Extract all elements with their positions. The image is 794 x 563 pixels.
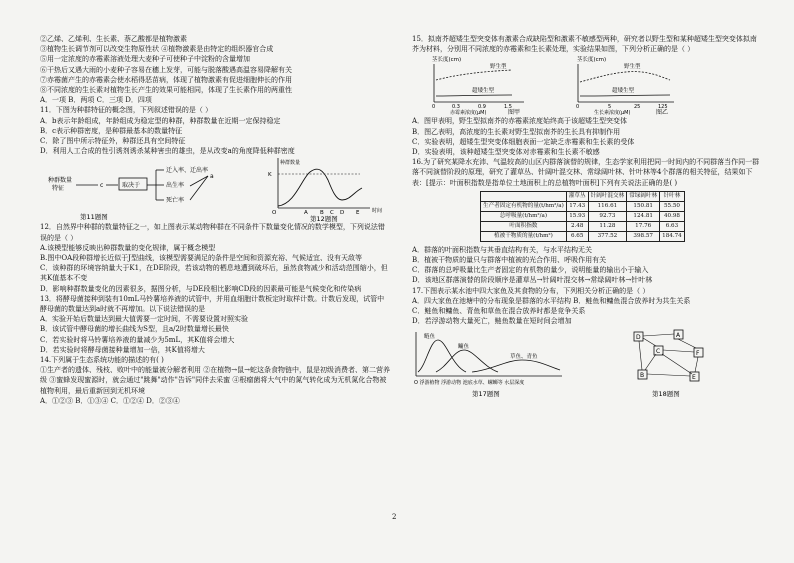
fig15b-tick: 25: [634, 104, 641, 111]
table-header-cell: 灌草丛: [566, 191, 588, 201]
fig18-node: B: [640, 372, 645, 380]
q17-option: C．鲢鱼和鳙鱼、青鱼和草鱼在混合放养时都是竞争关系: [412, 307, 586, 316]
q16-option: A．群落的叶面积指数与其垂直结构有关，与水平结构无关: [412, 245, 593, 254]
q17-option: D．若浮游动物大量死亡，鲢鱼数量在短时间会增加: [412, 317, 572, 326]
fig11-bot: 死亡率: [166, 197, 185, 205]
q16-stem: 16.为了研究某降水充沛、气温较高的山区内群落演替的规律，生态学家利用把同一时间内的不同群落当作同一群落不同演替阶段的原理，研究了灌草丛、针阔叶混交林、常绿阔叶林、针叶林等4个群落的相关特征，结果如下表：[提示：叶面积指数是指单位土地面积上的总植物叶面积]下列有关说法正确的是( ): [412, 158, 760, 187]
q10-options: A．一项 B．两项 C．三项 D．四项: [40, 96, 152, 105]
fig11-caption: 第11题图: [80, 213, 108, 222]
table-header-row: [481, 191, 685, 201]
fig15a-xlabel: 赤霉素浓度(μM): [450, 110, 487, 117]
fig12-xlabel: 时间: [372, 208, 383, 215]
fig18-node: E: [692, 374, 696, 382]
fig12-tick: B: [320, 210, 324, 217]
table-header-cell: 常绿阔叶林: [627, 191, 660, 201]
figure-17-18: [412, 326, 762, 400]
table-cell: 植被干物质的量(t/hm²): [481, 231, 567, 241]
fig15a-tick: 0.3: [452, 104, 460, 111]
table-cell: 55.50: [660, 201, 685, 211]
fig17-fish2: 鳙鱼: [458, 344, 470, 351]
figure-row: [40, 156, 390, 222]
fig15b-tick: 125: [658, 104, 668, 111]
fig11-left-label: 种群数量: [48, 177, 73, 185]
q17-stem: 17.下图表示某水池中四大家鱼及其食物的分布，下列相关分析正确的是（ ）: [412, 286, 650, 295]
q11-option: B．c表示种群密度，是种群最基本的数量特征: [40, 126, 183, 135]
q15-option: B．图乙表明，高浓度的生长素对野生型拟南芥的生长具有抑制作用: [412, 127, 621, 136]
q13-stem: 13．将酵母菌接种到装有10mL马铃薯培养液的试管中，并用血细胞计数板定时取样计数。计数后发现，试管中酵母菌的数量达到a时就不再增加。以下说法错误的是: [40, 294, 385, 314]
table-16-wrap: [412, 188, 762, 245]
table-cell: 总呼吸量(t/hm²/a): [481, 211, 567, 221]
q10-item: ⑤用一定浓度的赤霉素溶液处理大麦种子可使种子中淀粉的含量增加: [40, 55, 250, 64]
q13-option: A．实验开始后数量达到最大值需要一定时间，不需要设置对照实验: [40, 315, 249, 324]
table-cell: 92.73: [588, 211, 627, 221]
q15-option: C．实验表明，超矮生型突变体细胞表面一定缺乏赤霉素和生长素的受体: [412, 137, 635, 146]
q13-option: B．该试管中酵母菌的增长曲线为S型，且a/2时数量增长最快: [40, 325, 229, 334]
q16-option: C．群落的总呼吸量比生产者固定的有机物的量少，说明能量的输出小于输入: [412, 266, 649, 275]
fig11-node-c: c: [100, 182, 104, 190]
fig15b-xlabel: 生长素浓度(μM): [594, 110, 631, 117]
q17-option: A．四大家鱼在池塘中的分布现象是群落的水平结构 B．鲢鱼和鳙鱼混合放养时为共生关系: [412, 296, 691, 305]
table-row: [481, 221, 685, 231]
table-cell: 6.63: [660, 221, 685, 231]
figure-12-graph: [268, 158, 382, 222]
table-cell: 124.81: [627, 211, 660, 221]
q14-options: A．①②③ B．①③④ C．①②④ D．②③④: [40, 396, 180, 405]
left-column: [40, 34, 390, 406]
fig15a-mut: 超矮生型: [472, 88, 495, 95]
table-header-cell: 针阔叶混交林: [588, 191, 627, 201]
table-row: [481, 231, 685, 241]
q16-option: D．该地区群落演替的阶段顺序是灌草丛→针阔叶混交林→常绿阔叶林→针叶林: [412, 276, 653, 285]
fig18-node: C: [656, 348, 661, 356]
figure-15-row: [412, 54, 762, 116]
fig12-tick: O: [272, 210, 277, 217]
fig15b-caption: 图乙: [656, 109, 669, 117]
fig12-tick: D: [340, 210, 345, 217]
table-cell: 2.48: [566, 221, 588, 231]
table-cell: 叶面积指数: [481, 221, 567, 231]
fig15a-tick: 1.5: [504, 104, 512, 111]
fig12-tick: A: [304, 210, 308, 217]
fig15b-tick: 5: [608, 104, 612, 111]
fig12-curve: [278, 170, 362, 207]
table-header-cell: [481, 191, 567, 201]
q11-option: A．b表示年龄组成，年龄组成为稳定型的种群，种群数量在近期一定保持稳定: [40, 116, 281, 125]
fig15b-mut: 超矮生型: [612, 88, 635, 95]
fig15a-ylabel: 茎长度(cm): [432, 57, 462, 64]
fig12-k-label: K: [268, 172, 272, 179]
fig15-graph-b: [576, 55, 674, 116]
table-cell: 15.93: [566, 211, 588, 221]
fig17-caption: 第17题图: [472, 390, 500, 399]
fig17-fish3: 草鱼、青鱼: [510, 354, 538, 361]
q10-item: ②乙烯、乙烯利、生长素、萘乙酸都是植物激素: [40, 35, 187, 43]
fig17-axis: O 浮游植物 浮游动物 池底水草、螺蛳等 水层深度: [414, 380, 525, 387]
q12-option: B.图中OA段种群增长近似于J型曲线，该模型需要满足的条件是空间和资源充裕、气候适宜、没有天敌等: [40, 254, 362, 263]
figure-17-18-row: [412, 326, 762, 400]
fig18-caption: 第18题图: [652, 390, 680, 399]
fig11-top: 迁入率、迁出率: [166, 167, 209, 175]
table-cell: 17.76: [627, 221, 660, 231]
q10-item: ⑦赤霉菌产生的赤霉素会使水稻得恶苗病，体现了植物激素有促进细胞伸长的作用: [40, 75, 292, 84]
table-cell: 40.98: [660, 211, 685, 221]
q12-option: D．影响种群数量变化的因素很多，据图分析，与DE段相比影响CD段的因素最可能是气候变化和传染病: [40, 284, 362, 293]
fig17-fish1: 鲢鱼: [424, 334, 436, 341]
fig18-diagram: [634, 330, 703, 398]
q16-option: B．植被干物质的量只与群落中植被的光合作用、呼吸作用有关: [412, 256, 607, 265]
fig17-graph: [414, 332, 562, 398]
table-cell: 398.57: [627, 231, 660, 241]
table-cell: 生产者固定有机物的量(t/hm²/a): [481, 201, 567, 211]
fig15a-caption: 图甲: [508, 109, 521, 117]
q15-option: A．图甲表明，野生型拟南芥的赤霉素浓度始终高于该超矮生型突变体: [412, 117, 628, 126]
q12-option: C．该种群的环境容纳量大于K1，在DE阶段，若该动物的栖息地遭到破坏后，虽然食物减少和活动范围缩小，但其K值基本不变: [40, 264, 388, 283]
fig11-mid: 出生率: [166, 182, 185, 190]
fig11-left-label2: 特征: [52, 185, 65, 193]
q15-option: D．实验表明，该种超矮生型突变体对赤霉素和生长素不敏感: [412, 148, 600, 157]
fig18-node: A: [676, 332, 681, 340]
q11-option: D．利用人工合成的性引诱剂诱杀某种害虫的雄虫，是从改变a的角度降低种群密度: [40, 147, 295, 156]
table-cell: 377.52: [588, 231, 627, 241]
fig15a-tick: 0.9: [478, 104, 486, 111]
q10-item: ③植物生长调节剂可以改变生物原性状 ④植物激素是由特定的组织器官合成: [40, 45, 274, 54]
q14-items: ①生产者的遗体、残枝、败叶中的能量被分解者利用 ②在植物→鼠→蛇这条食物链中，鼠是初级消费者、第二营养级 ③蜜蜂发现蜜源时，就会通过"跳舞"动作"告诉"同伴去采蜜 ④根瘤菌将大气中的氮气转化成为无机氮化合物被植物利用，最后重新回到无机环境: [40, 366, 390, 395]
fig11-node-b: 取决于: [122, 182, 141, 190]
q12-option: A.该模型能够反映出种群数量的变化规律，属于概念模型: [40, 243, 216, 252]
table-header-cell: 针叶林: [660, 191, 685, 201]
q10-item: ⑥干热后又遇大雨的小麦种子容易在穗上发芽，可能与脱落酸遇高温容易降解有关: [40, 65, 292, 74]
q10-item: ⑧不同浓度的生长素对植物生长产生的效果可能相同，体现了生长素作用的两重性: [40, 86, 292, 95]
q13-option: D．若实验时将酵母菌接种量增加一倍，其K值将增大: [40, 345, 205, 354]
q14-stem: 14.下列属于生态系统功能的描述的有( ): [40, 356, 164, 365]
fig12-ylabel: 种群数量: [280, 160, 301, 167]
table-cell: 184.74: [660, 231, 685, 241]
table-cell: 6.65: [566, 231, 588, 241]
table-cell: 116.61: [588, 201, 627, 211]
fig15b-ylabel: 茎长度(cm): [577, 57, 607, 64]
q15-stem: 15．拟南芥超矮生型突变体有激素合成缺陷型和激素不敏感型两种，研究者以野生型和某种超矮生型突变体拟南芥为材料，分别用不同浓度的赤霉素和生长素处理，实验结果如图，下列分析正确的是（ ）: [412, 35, 757, 54]
q12-stem: 12．自然界中种群的数量特征之一，如上图表示某动物种群在不同条件下数量变化情况的数学模型，下列说法错误的是（ ）: [40, 223, 385, 242]
fig15-graph-a: [432, 55, 524, 116]
fig12-tick: E: [356, 210, 360, 217]
table-row: [481, 201, 685, 211]
figure-15-graphs: [412, 54, 762, 116]
q11-option: C．除了图中所示特征外，种群还具有空间特征: [40, 137, 186, 146]
table-cell: 150.81: [627, 201, 660, 211]
fig15b-tick: 0: [576, 104, 580, 111]
table-cell: 17.43: [566, 201, 588, 211]
figure-11-diagram: [40, 156, 390, 222]
table-row: [481, 211, 685, 221]
page-number: 2: [392, 513, 397, 521]
q13-option: C．若实验时将马铃薯培养液的量减少为5mL，其K值将会增大: [40, 335, 235, 344]
right-column: [412, 34, 762, 400]
fig18-node: F: [696, 350, 700, 358]
fig12-tick: C: [330, 210, 334, 217]
fig15a-tick: 0: [432, 104, 436, 111]
table-cell: 11.28: [588, 221, 627, 231]
table-16: [480, 191, 685, 242]
fig12-caption: 第12题图: [310, 215, 338, 223]
fig11-node-a: a: [210, 173, 214, 181]
fig15b-wild: 野生型: [624, 64, 641, 71]
q11-stem: 11．下图为种群特征的概念图，下列叙述错误的是（ ）: [40, 106, 213, 115]
fig15a-wild: 野生型: [490, 64, 507, 71]
fig18-node: D: [636, 334, 641, 342]
